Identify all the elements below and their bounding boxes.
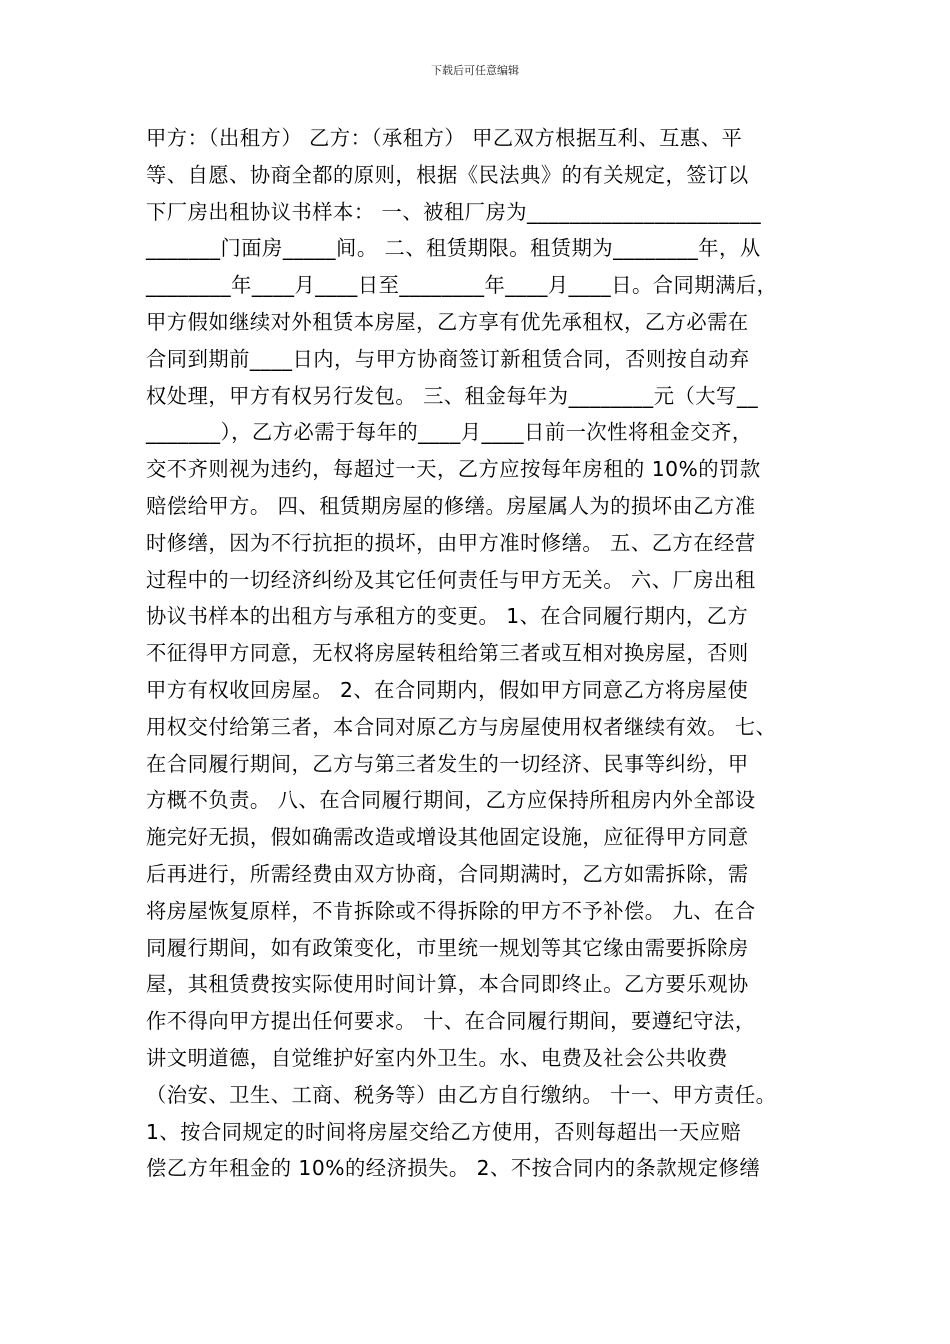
body-line: 施完好无损，假如确需改造或增设其他固定设施，应征得甲方同意 — [146, 825, 749, 850]
body-line: 将房屋恢复原样，不肯拆除或不得拆除的甲方不予补偿。 九、在合 — [146, 898, 756, 923]
body-line: 下厂房出租协议书样本： 一、被租厂房为______________________ — [146, 199, 762, 224]
body-line: 作不得向甲方提出任何要求。 十、在合同履行期间，要遵纪守法， — [146, 1009, 756, 1034]
body-line: 偿乙方年租金的 10%的经济损失。 2、不按合同内的条款规定修缮 — [146, 1156, 761, 1181]
body-line: 同履行期间，如有政策变化，市里统一规划等其它缘由需要拆除房 — [146, 935, 749, 960]
body-line: 在合同履行期间，乙方与第三者发生的一切经济、民事等纠纷，甲 — [146, 751, 749, 776]
body-line: _______门面房_____间。 二、租赁期限。租赁期为________年，从 — [146, 236, 761, 261]
body-line: 合同到期前____日内，与甲方协商签订新租赁合同，否则按自动弃 — [146, 346, 750, 371]
body-line: _______），乙方必需于每年的____月____日前一次性将租金交齐， — [146, 420, 753, 445]
body-line: 甲方假如继续对外租赁本房屋，乙方享有优先承租权，乙方必需在 — [146, 309, 749, 334]
body-line: ________年____月____日至________年____月____日。合同期满后， — [146, 273, 778, 298]
body-line: 过程中的一切经济纠纷及其它任何责任与甲方无关。 六、厂房出租 — [146, 567, 756, 592]
body-line: 甲方：（出租方） 乙方：（承租方） 甲乙双方根据互利、互惠、平 — [146, 126, 743, 150]
body-line: 甲方有权收回房屋。 2、在合同期内，假如甲方同意乙方将房屋使 — [146, 677, 749, 702]
body-line: 交不齐则视为违约，每超过一天，乙方应按每年房租的 10%的罚款 — [146, 457, 761, 482]
body-line: 时修缮，因为不行抗拒的损坏，由甲方准时修缮。 五、乙方在经营 — [146, 530, 756, 555]
body-line: 等、自愿、协商全都的原则，根据《民法典》的有关规定，签订以 — [146, 162, 749, 187]
body-line: 后再进行，所需经费由双方协商，合同期满时，乙方如需拆除，需 — [146, 861, 749, 886]
body-line: 协议书样本的出租方与承租方的变更。 1、在合同履行期内，乙方 — [146, 604, 749, 629]
body-line: 屋，其租赁费按实际使用时间计算，本合同即终止。乙方要乐观协 — [146, 972, 749, 997]
body-line: 讲文明道德，自觉维护好室内外卫生。水、电费及社会公共收费 — [146, 1045, 728, 1070]
page-header: 下载后可任意编辑 — [431, 64, 519, 77]
body-line: 不征得甲方同意，无权将房屋转租给第三者或互相对换房屋，否则 — [146, 641, 749, 666]
body-line: 赔偿给甲方。 四、租赁期房屋的修缮。房屋属人为的损坏由乙方准 — [146, 493, 756, 518]
body-line: 权处理，甲方有权另行发包。 三、租金每年为________元（大写__ — [146, 383, 759, 408]
body-line: 方概不负责。 八、在合同履行期间，乙方应保持所租房内外全部设 — [146, 788, 756, 813]
body-line: （治安、卫生、工商、税务等）由乙方自行缴纳。 十一、甲方责任。 — [146, 1082, 777, 1107]
body-line: 用权交付给第三者，本合同对原乙方与房屋使用权者继续有效。 七、 — [146, 714, 777, 739]
contract-body — [146, 120, 818, 1187]
body-line: 1、按合同规定的时间将房屋交给乙方使用，否则每超出一天应赔 — [146, 1119, 742, 1144]
